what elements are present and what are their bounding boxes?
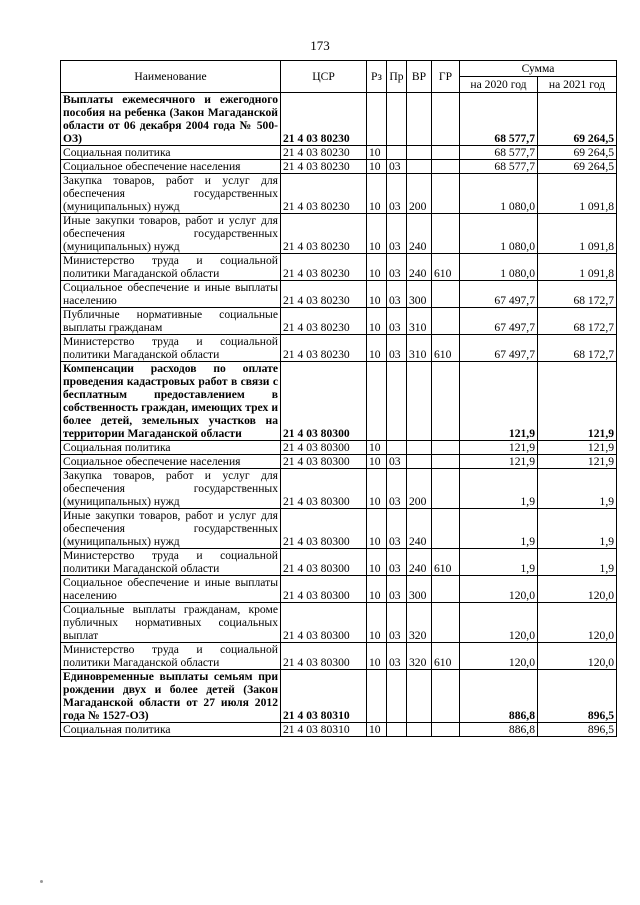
cell-vr: 310: [407, 308, 432, 335]
cell-sum-2021: 1 091,8: [538, 174, 617, 214]
cell-gr: [432, 455, 460, 469]
cell-sum-2020: 120,0: [460, 643, 538, 670]
table-row: [61, 308, 617, 335]
cell-gr: [432, 93, 460, 146]
cell-name: Выплаты ежемесячного и ежегодного пособия на ребенка (Закон Магаданской области от 06 декабря 2004 года № 500-ОЗ): [61, 93, 281, 146]
margin-dot: [40, 880, 43, 883]
cell-gr: [432, 281, 460, 308]
cell-rz: 10: [367, 723, 387, 737]
cell-rz: 10: [367, 308, 387, 335]
cell-sum-2021: 120,0: [538, 576, 617, 603]
cell-vr: [407, 146, 432, 160]
cell-rz: 10: [367, 441, 387, 455]
header-vr: ВР: [407, 61, 432, 93]
cell-sum-2020: 1 080,0: [460, 174, 538, 214]
cell-csr: 21 4 03 80300: [281, 603, 367, 643]
cell-name: Министерство труда и социальной политики Магаданской области: [61, 643, 281, 670]
cell-gr: [432, 576, 460, 603]
cell-gr: [432, 160, 460, 174]
cell-vr: [407, 93, 432, 146]
cell-csr: 21 4 03 80300: [281, 549, 367, 576]
cell-sum-2021: 1 091,8: [538, 254, 617, 281]
cell-sum-2021: 896,5: [538, 670, 617, 723]
cell-name: Социальная политика: [61, 441, 281, 455]
cell-vr: 320: [407, 643, 432, 670]
cell-sum-2021: 1 091,8: [538, 214, 617, 254]
cell-gr: [432, 603, 460, 643]
cell-pr: 03: [387, 174, 407, 214]
cell-csr: 21 4 03 80300: [281, 509, 367, 549]
cell-vr: [407, 455, 432, 469]
cell-name: Социальное обеспечение и иные выплаты населению: [61, 281, 281, 308]
cell-csr: 21 4 03 80230: [281, 93, 367, 146]
cell-sum-2020: 1,9: [460, 469, 538, 509]
header-year-2021: на 2021 год: [538, 77, 617, 93]
cell-sum-2021: 68 172,7: [538, 308, 617, 335]
table-body: [61, 93, 617, 737]
cell-gr: [432, 308, 460, 335]
cell-csr: 21 4 03 80230: [281, 174, 367, 214]
cell-rz: 10: [367, 469, 387, 509]
table-row: [61, 214, 617, 254]
cell-name: Компенсации расходов по оплате проведения кадастровых работ в связи с бесплатным предоставлением в собственность граждан, имеющих трех и более детей, земельных участков на территории Магаданской области: [61, 362, 281, 441]
cell-vr: [407, 723, 432, 737]
cell-pr: [387, 362, 407, 441]
cell-csr: 21 4 03 80230: [281, 335, 367, 362]
cell-vr: 200: [407, 469, 432, 509]
cell-name: Закупка товаров, работ и услуг для обеспечения государственных (муниципальных) нужд: [61, 469, 281, 509]
cell-gr: 610: [432, 549, 460, 576]
cell-sum-2021: 69 264,5: [538, 93, 617, 146]
cell-pr: 03: [387, 214, 407, 254]
cell-pr: 03: [387, 603, 407, 643]
cell-csr: 21 4 03 80230: [281, 146, 367, 160]
cell-sum-2020: 121,9: [460, 441, 538, 455]
table-row: [61, 174, 617, 214]
cell-csr: 21 4 03 80300: [281, 362, 367, 441]
cell-pr: [387, 93, 407, 146]
cell-rz: 10: [367, 549, 387, 576]
cell-rz: [367, 93, 387, 146]
cell-pr: 03: [387, 281, 407, 308]
cell-gr: [432, 146, 460, 160]
cell-sum-2021: 1,9: [538, 549, 617, 576]
cell-vr: [407, 670, 432, 723]
cell-gr: [432, 723, 460, 737]
cell-gr: [432, 509, 460, 549]
cell-rz: [367, 670, 387, 723]
cell-rz: 10: [367, 455, 387, 469]
cell-pr: 03: [387, 308, 407, 335]
header-name: Наименование: [61, 61, 281, 93]
cell-gr: 610: [432, 643, 460, 670]
table-row: [61, 362, 617, 441]
cell-pr: 03: [387, 335, 407, 362]
cell-csr: 21 4 03 80300: [281, 455, 367, 469]
table-row: [61, 603, 617, 643]
cell-csr: 21 4 03 80310: [281, 723, 367, 737]
cell-sum-2021: 1,9: [538, 509, 617, 549]
cell-csr: 21 4 03 80230: [281, 281, 367, 308]
cell-sum-2021: 121,9: [538, 362, 617, 441]
cell-sum-2020: 120,0: [460, 576, 538, 603]
cell-vr: [407, 441, 432, 455]
cell-rz: 10: [367, 643, 387, 670]
cell-sum-2021: 120,0: [538, 643, 617, 670]
cell-gr: [432, 174, 460, 214]
cell-gr: [432, 362, 460, 441]
cell-sum-2021: 69 264,5: [538, 160, 617, 174]
cell-gr: 610: [432, 254, 460, 281]
cell-rz: 10: [367, 281, 387, 308]
cell-sum-2021: 69 264,5: [538, 146, 617, 160]
cell-pr: 03: [387, 509, 407, 549]
table-row: [61, 509, 617, 549]
cell-rz: 10: [367, 603, 387, 643]
cell-rz: 10: [367, 254, 387, 281]
cell-pr: 03: [387, 254, 407, 281]
cell-name: Социальное обеспечение населения: [61, 455, 281, 469]
cell-sum-2020: 1 080,0: [460, 214, 538, 254]
cell-sum-2021: 121,9: [538, 455, 617, 469]
cell-pr: 03: [387, 643, 407, 670]
cell-sum-2020: 121,9: [460, 455, 538, 469]
cell-pr: 03: [387, 455, 407, 469]
cell-sum-2021: 896,5: [538, 723, 617, 737]
cell-pr: 03: [387, 576, 407, 603]
cell-gr: [432, 441, 460, 455]
cell-name: Социальные выплаты гражданам, кроме публичных нормативных социальных выплат: [61, 603, 281, 643]
cell-rz: 10: [367, 174, 387, 214]
cell-vr: 320: [407, 603, 432, 643]
cell-sum-2020: 886,8: [460, 723, 538, 737]
table-row: [61, 160, 617, 174]
cell-sum-2020: 67 497,7: [460, 281, 538, 308]
cell-sum-2020: 1 080,0: [460, 254, 538, 281]
cell-sum-2020: 68 577,7: [460, 146, 538, 160]
cell-vr: 240: [407, 509, 432, 549]
cell-csr: 21 4 03 80310: [281, 670, 367, 723]
table-row: [61, 576, 617, 603]
table-row: [61, 441, 617, 455]
header-rz: Рз: [367, 61, 387, 93]
cell-name: Единовременные выплаты семьям при рождении двух и более детей (Закон Магаданской области от 27 июля 2012 года № 1527-ОЗ): [61, 670, 281, 723]
cell-sum-2021: 1,9: [538, 469, 617, 509]
table-row: [61, 146, 617, 160]
cell-csr: 21 4 03 80230: [281, 254, 367, 281]
table-row: [61, 455, 617, 469]
table-row: [61, 723, 617, 737]
table-row: [61, 335, 617, 362]
table-row: [61, 549, 617, 576]
header-csr: ЦСР: [281, 61, 367, 93]
cell-vr: 240: [407, 549, 432, 576]
cell-vr: 300: [407, 576, 432, 603]
cell-pr: [387, 723, 407, 737]
cell-pr: [387, 146, 407, 160]
cell-sum-2020: 1,9: [460, 509, 538, 549]
cell-name: Иные закупки товаров, работ и услуг для обеспечения государственных (муниципальных) нужд: [61, 214, 281, 254]
cell-rz: 10: [367, 160, 387, 174]
cell-vr: 310: [407, 335, 432, 362]
cell-sum-2020: 120,0: [460, 603, 538, 643]
cell-name: Социальная политика: [61, 146, 281, 160]
cell-csr: 21 4 03 80230: [281, 214, 367, 254]
cell-pr: [387, 670, 407, 723]
cell-pr: 03: [387, 469, 407, 509]
cell-vr: 200: [407, 174, 432, 214]
cell-pr: 03: [387, 160, 407, 174]
cell-csr: 21 4 03 80300: [281, 441, 367, 455]
cell-vr: 240: [407, 254, 432, 281]
table-row: [61, 643, 617, 670]
cell-name: Министерство труда и социальной политики Магаданской области: [61, 254, 281, 281]
header-gr: ГР: [432, 61, 460, 93]
cell-sum-2020: 68 577,7: [460, 93, 538, 146]
cell-vr: 300: [407, 281, 432, 308]
cell-sum-2020: 68 577,7: [460, 160, 538, 174]
cell-sum-2021: 68 172,7: [538, 335, 617, 362]
cell-rz: 10: [367, 335, 387, 362]
cell-sum-2021: 68 172,7: [538, 281, 617, 308]
cell-name: Иные закупки товаров, работ и услуг для обеспечения государственных (муниципальных) нужд: [61, 509, 281, 549]
table-row: [61, 281, 617, 308]
cell-rz: 10: [367, 214, 387, 254]
cell-rz: 10: [367, 146, 387, 160]
page-number: 173: [310, 38, 330, 53]
cell-name: Министерство труда и социальной политики Магаданской области: [61, 335, 281, 362]
cell-csr: 21 4 03 80230: [281, 308, 367, 335]
cell-sum-2020: 67 497,7: [460, 308, 538, 335]
cell-name: Социальная политика: [61, 723, 281, 737]
cell-sum-2021: 121,9: [538, 441, 617, 455]
cell-rz: [367, 362, 387, 441]
cell-sum-2020: 121,9: [460, 362, 538, 441]
table-row: [61, 93, 617, 146]
cell-sum-2020: 67 497,7: [460, 335, 538, 362]
cell-gr: [432, 469, 460, 509]
cell-pr: 03: [387, 549, 407, 576]
header-pr: Пр: [387, 61, 407, 93]
cell-csr: 21 4 03 80230: [281, 160, 367, 174]
cell-name: Министерство труда и социальной политики Магаданской области: [61, 549, 281, 576]
cell-sum-2020: 1,9: [460, 549, 538, 576]
cell-rz: 10: [367, 576, 387, 603]
cell-vr: [407, 362, 432, 441]
cell-name: Закупка товаров, работ и услуг для обеспечения государственных (муниципальных) нужд: [61, 174, 281, 214]
cell-sum-2020: 886,8: [460, 670, 538, 723]
table-row: [61, 469, 617, 509]
cell-name: Публичные нормативные социальные выплаты гражданам: [61, 308, 281, 335]
table-row: [61, 670, 617, 723]
cell-csr: 21 4 03 80300: [281, 469, 367, 509]
cell-name: Социальное обеспечение и иные выплаты населению: [61, 576, 281, 603]
cell-gr: [432, 214, 460, 254]
cell-csr: 21 4 03 80300: [281, 576, 367, 603]
cell-name: Социальное обеспечение населения: [61, 160, 281, 174]
cell-sum-2021: 120,0: [538, 603, 617, 643]
cell-vr: 240: [407, 214, 432, 254]
cell-csr: 21 4 03 80300: [281, 643, 367, 670]
header-year-2020: на 2020 год: [460, 77, 538, 93]
table-row: [61, 254, 617, 281]
cell-gr: 610: [432, 335, 460, 362]
cell-vr: [407, 160, 432, 174]
budget-table: [60, 60, 617, 737]
cell-pr: [387, 441, 407, 455]
cell-rz: 10: [367, 509, 387, 549]
header-sum: Сумма: [460, 61, 617, 77]
cell-gr: [432, 670, 460, 723]
